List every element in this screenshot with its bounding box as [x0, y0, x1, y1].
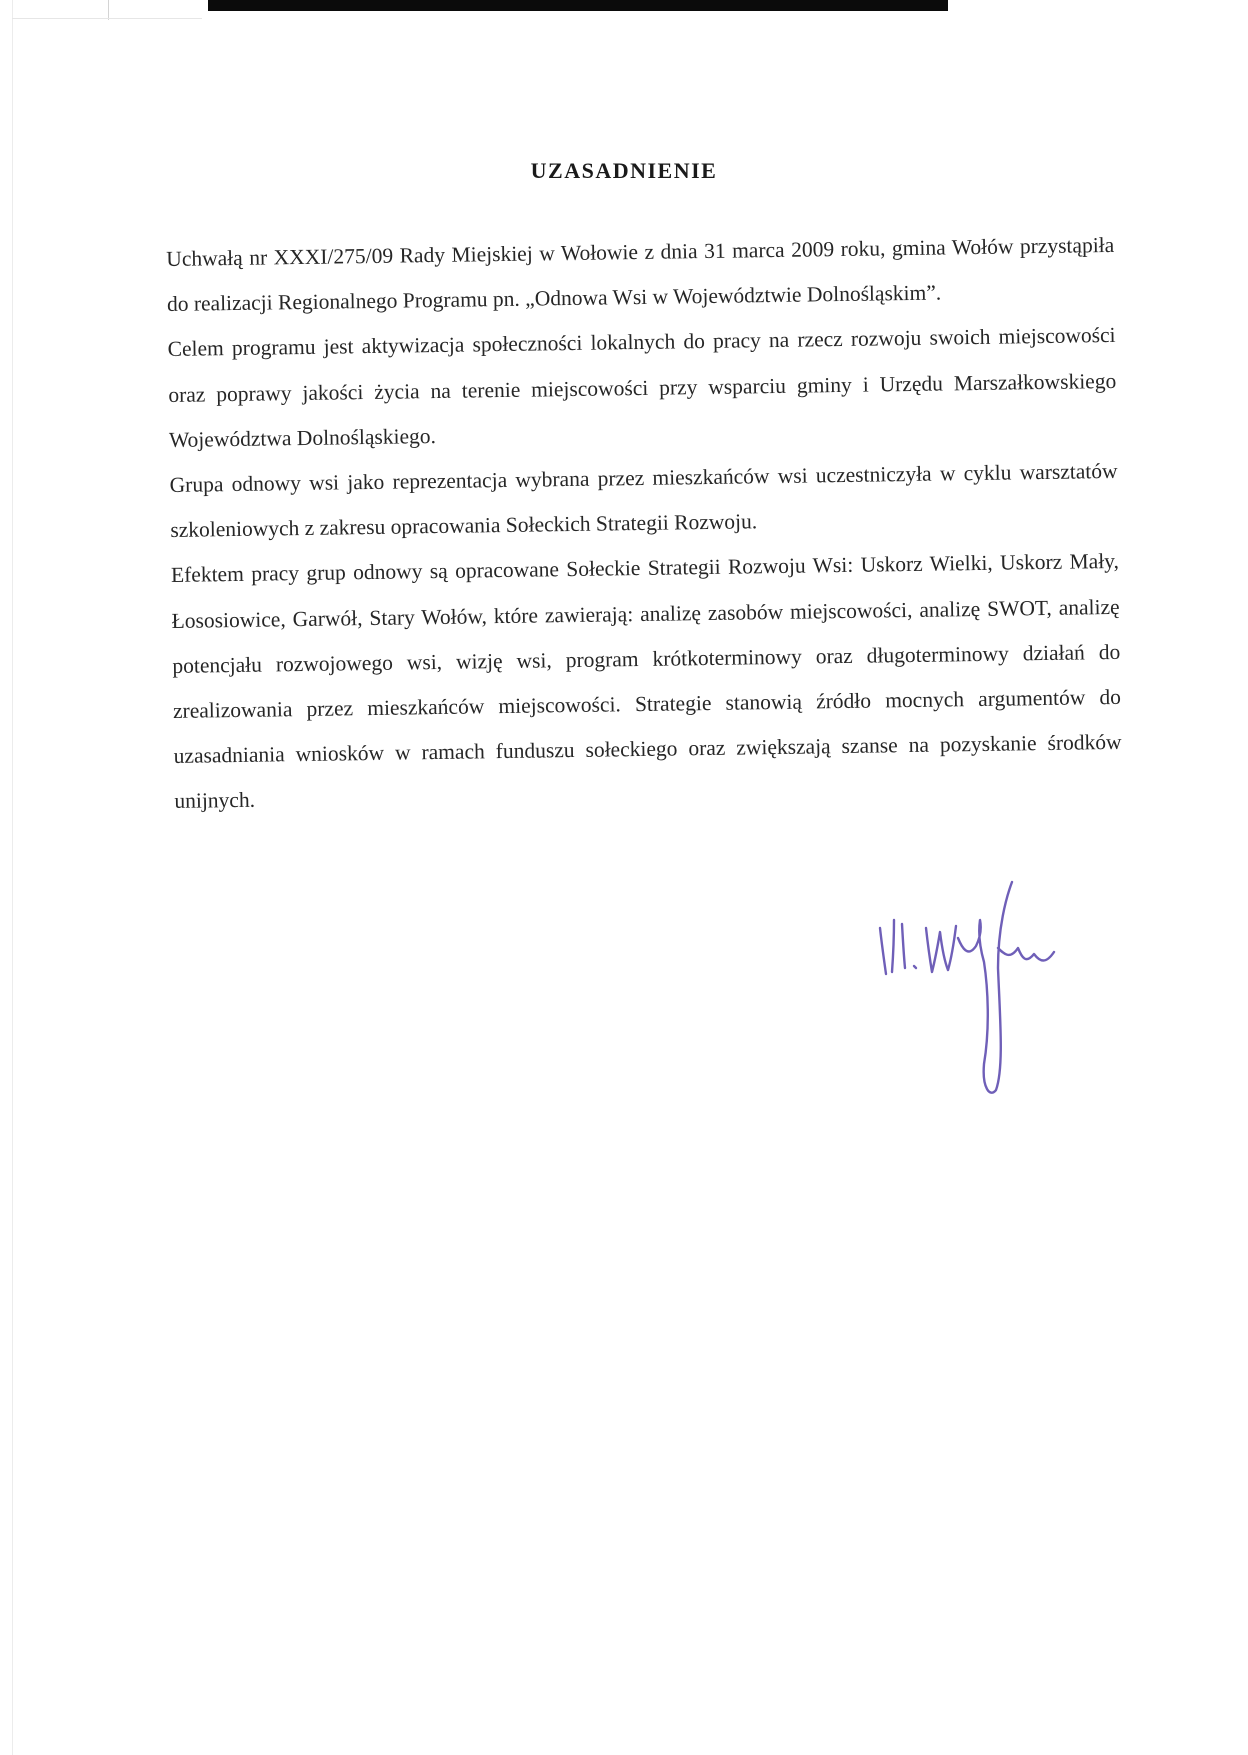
handwritten-signature	[872, 868, 1092, 1118]
signature-stroke-w2	[892, 920, 894, 972]
scan-corner-line	[12, 18, 202, 19]
signature-stroke-w3	[902, 924, 905, 968]
page-title: UZASADNIENIE	[530, 158, 718, 183]
scan-edge-line	[12, 0, 13, 1755]
signature-stroke-loop	[958, 882, 1012, 1093]
signature-dot	[914, 966, 916, 968]
scan-top-bar	[208, 0, 948, 11]
paragraph-workshops: Grupa odnowy wsi jako reprezentacja wybrana przez mieszkańców wsi uczestniczyła w cyklu warsztatów szkoleniowych z zakresu opracowania Sołeckich Strategii Rozwoju.	[169, 458, 1118, 543]
scan-tab-mark	[108, 0, 109, 20]
paragraph-resolution: Uchwałą nr XXXI/275/09 Rady Miejskiej w Wołowie z dnia 31 marca 2009 roku, gmina Wołów przystąpiła do realizacji Regionalnego Programu pn. „Odnowa Wsi w Województwie Dolnośląskim”.	[166, 232, 1115, 317]
signature-stroke-w1	[880, 928, 886, 974]
signature-stroke-tail	[998, 948, 1054, 961]
document-body	[166, 223, 1123, 825]
signature-stroke-w4	[926, 926, 956, 972]
paragraph-strategies: Efektem pracy grup odnowy są opracowane Sołeckie Strategii Rozwoju Wsi: Uskorz Wielki, Uskorz Mały, Łososiowice, Garwół, Stary Wołów, które zawierają: analizę zasobów miejscowości, analizę SWOT, analizę potencjału rozwojowego wsi, wizję wsi, program krótkoterminowy oraz długoterminowy działań do zrealizowania przez mieszkańców miejscowości. Strategie stanowią źródło mocnych argumentów do uzasadniania wniosków w ramach funduszu sołeckiego oraz zwiększają szanse na pozyskanie środków unijnych.	[170, 549, 1122, 814]
paragraph-program-goal: Celem programu jest aktywizacja społeczności lokalnych do pracy na rzecz rozwoju swoich miejscowości oraz poprawy jakości życia na terenie miejscowości przy wsparciu gminy i Urzędu Marszałkowskiego Województwa Dolnośląskiego.	[167, 323, 1117, 452]
